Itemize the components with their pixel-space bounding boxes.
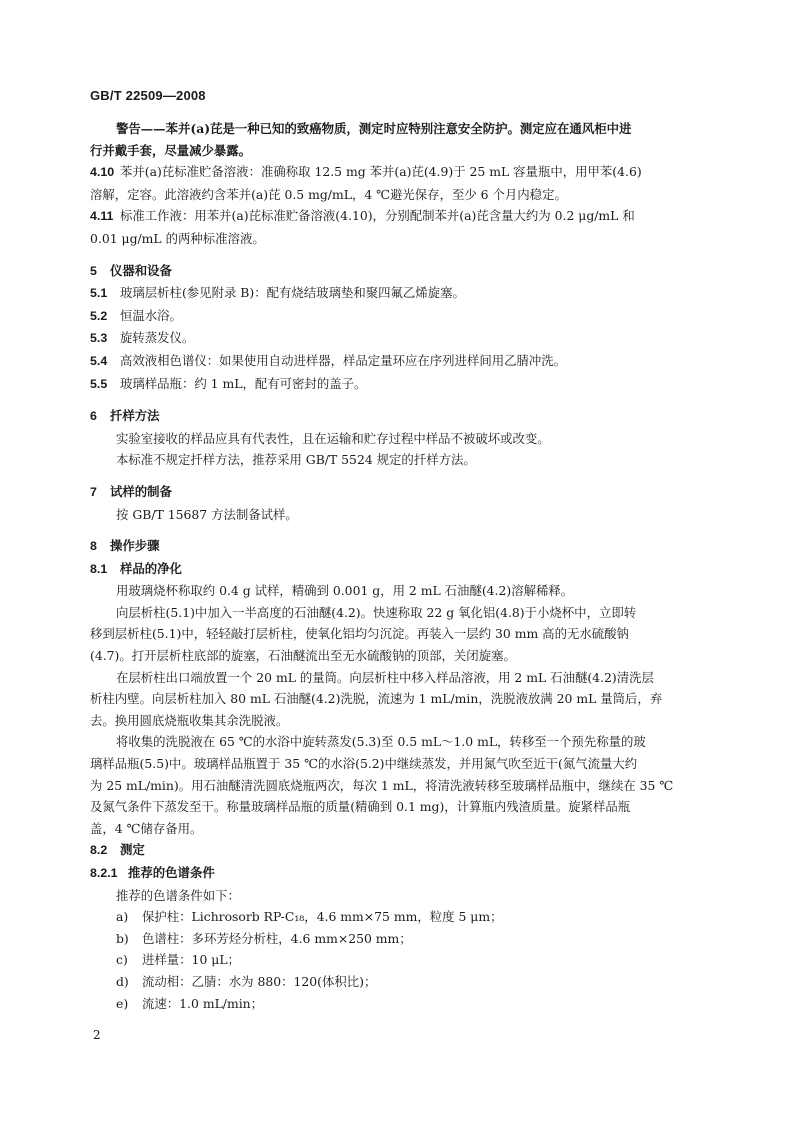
section-number: 7 [90, 484, 97, 499]
page-number: 2 [93, 1028, 101, 1042]
subsection-heading-8-2-1 [90, 862, 702, 885]
paragraph-line: 析柱内壁。向层析柱加入 80 mL 石油醚(4.2)洗脱，流速为 1 mL/min，洗脱液放满 20 mL 量筒后，弃 [90, 691, 663, 707]
subsection-heading-8-2 [90, 839, 702, 862]
section-number: 5 [90, 263, 97, 278]
clause-text-cont: 0.01 μg/mL 的两种标准溶液。 [90, 230, 265, 246]
clause-5-1 [90, 282, 702, 305]
clause-text: 恒温水浴。 [120, 307, 182, 323]
paragraph: 本标准不规定扦样方法，推荐采用 GB/T 5524 规定的扦样方法。 [116, 452, 476, 468]
clause-number: 5.3 [90, 331, 108, 346]
clause-text-cont: 溶解，定容。此溶液约含苯并(a)芘 0.5 mg/mL，4 ℃避光保存，至少 6 个月内稳定。 [90, 186, 567, 202]
section-heading-6 [90, 405, 702, 428]
paragraph-line: 在层析柱出口端放置一个 20 mL 的量筒。向层析柱中移入样品溶液，用 2 mL 石油醚(4.2)清洗层 [116, 669, 654, 685]
list-item [90, 971, 702, 993]
list-text: 色谱柱：多环芳烃分析柱，4.6 mm×250 mm； [142, 930, 412, 946]
clause-text: 玻璃样品瓶：约 1 mL，配有可密封的盖子。 [120, 375, 367, 391]
subsection-title: 推荐的色谱条件 [128, 865, 215, 880]
clause-number: 4.10 [90, 165, 115, 180]
clause-text: 玻璃层析柱(参见附录 B)：配有烧结玻璃垫和聚四氟乙烯旋塞。 [120, 285, 465, 301]
subsection-heading-8-1 [90, 558, 702, 581]
clause-text: 旋转蒸发仪。 [120, 330, 195, 346]
clause-4-10 [90, 161, 702, 184]
list-label: a) [116, 909, 129, 925]
list-label: b) [116, 930, 129, 946]
subsection-title: 测定 [120, 842, 145, 858]
subsection-title: 样品的净化 [120, 560, 182, 576]
section-number: 8 [90, 539, 97, 554]
clause-5-3 [90, 327, 702, 350]
clause-text: 标准工作液：用苯并(a)芘标准贮备溶液(4.10)，分别配制苯并(a)芘含量大约为 0.2 μg/mL 和 [120, 208, 635, 224]
clause-text: 高效液相色谱仪：如果使用自动进样器，样品定量环应在序列进样间用乙腈冲洗。 [120, 352, 567, 368]
document-body [90, 118, 702, 1014]
subsection-number: 8.1 [90, 561, 108, 576]
section-number: 6 [90, 409, 97, 424]
paragraph-line: 去。换用圆底烧瓶收集其余洗脱液。 [90, 712, 289, 728]
paragraph-line: 移到层析柱(5.1)中，轻轻敲打层析柱，使氧化铝均匀沉淀。再装入一层约 30 mm 高的无水硫酸钠 [90, 626, 629, 642]
list-item [90, 993, 702, 1015]
paragraph-line: 璃样品瓶(5.5)中。玻璃样品瓶置于 35 ℃的水浴(5.2)中继续蒸发，并用氮气吹至近干(氮气流量大约 [90, 756, 638, 772]
paragraph-line: (4.7)。打开层析柱底部的旋塞，石油醚流出至无水硫酸钠的顶部，关闭旋塞。 [90, 648, 516, 664]
section-title: 操作步骤 [110, 538, 160, 554]
section-title: 仪器和设备 [110, 262, 172, 278]
subsection-number: 8.2 [90, 843, 108, 858]
clause-4-11 [90, 205, 702, 228]
clause-5-5 [90, 373, 702, 396]
clause-number: 5.1 [90, 286, 108, 301]
paragraph: 用玻璃烧杯称取约 0.4 g 试样，精确到 0.001 g，用 2 mL 石油醚(4.2)溶解稀释。 [116, 583, 574, 599]
paragraph: 按 GB/T 15687 方法制备试样。 [116, 506, 298, 522]
list-text: 保护柱：Lichrosorb RP-C₁₈，4.6 mm×75 mm，粒度 5 μm； [142, 909, 503, 925]
paragraph-line: 将收集的洗脱液在 65 ℃的水浴中旋转蒸发(5.3)至 0.5 mL～1.0 mL，转移至一个预先称量的玻 [116, 734, 646, 750]
clause-number: 5.4 [90, 353, 108, 368]
paragraph-line: 向层析柱(5.1)中加入一半高度的石油醚(4.2)。快速称取 22 g 氧化铝(4.8)于小烧杯中，立即转 [116, 604, 637, 620]
clause-number: 4.11 [90, 209, 114, 224]
list-item [90, 928, 702, 950]
list-label: d) [116, 973, 129, 989]
paragraph-line: 及氮气条件下蒸发至干。称量玻璃样品瓶的质量(精确到 0.1 mg)，计算瓶内残渣质量。旋紧样品瓶 [90, 799, 631, 815]
section-heading-7 [90, 481, 702, 504]
section-heading-5 [90, 260, 702, 283]
warning-line: 警告——苯并(a)芘是一种已知的致癌物质，测定时应特别注意安全防护。测定应在通风柜中进 [116, 121, 632, 136]
list-item [90, 906, 702, 928]
list-text: 流动相：乙腈：水为 880：120(体积比)； [142, 973, 377, 989]
paragraph: 实验室接收的样品应具有代表性，且在运输和贮存过程中样品不被破坏或改变。 [116, 430, 550, 446]
paragraph: 推荐的色谱条件如下： [116, 887, 240, 903]
warning-line: 行并戴手套，尽量减少暴露。 [90, 142, 252, 158]
clause-number: 5.2 [90, 308, 108, 323]
section-title: 试样的制备 [110, 483, 172, 499]
clause-5-2 [90, 305, 702, 328]
list-item [90, 949, 702, 971]
clause-5-4 [90, 350, 702, 373]
list-text: 进样量：10 μL； [142, 952, 240, 968]
list-label: c) [116, 952, 128, 968]
list-label: e) [116, 995, 129, 1011]
paragraph-line: 为 25 mL/min)。用石油醚清洗圆底烧瓶两次，每次 1 mL，将清洗液转移至玻璃样品瓶中，继续在 35 ℃ [90, 777, 674, 793]
section-title: 扦样方法 [110, 408, 160, 424]
standard-code: GB/T 22509—2008 [90, 88, 206, 103]
section-heading-8 [90, 535, 702, 558]
clause-number: 5.5 [90, 376, 108, 391]
clause-text: 苯并(a)芘标准贮备溶液：准确称取 12.5 mg 苯并(a)芘(4.9)于 25 mL 容量瓶中，用甲苯(4.6) [120, 164, 642, 180]
subsection-number: 8.2.1 [90, 866, 118, 880]
list-text: 流速：1.0 mL/min； [142, 995, 264, 1011]
paragraph-line: 盖，4 ℃储存备用。 [90, 820, 203, 836]
